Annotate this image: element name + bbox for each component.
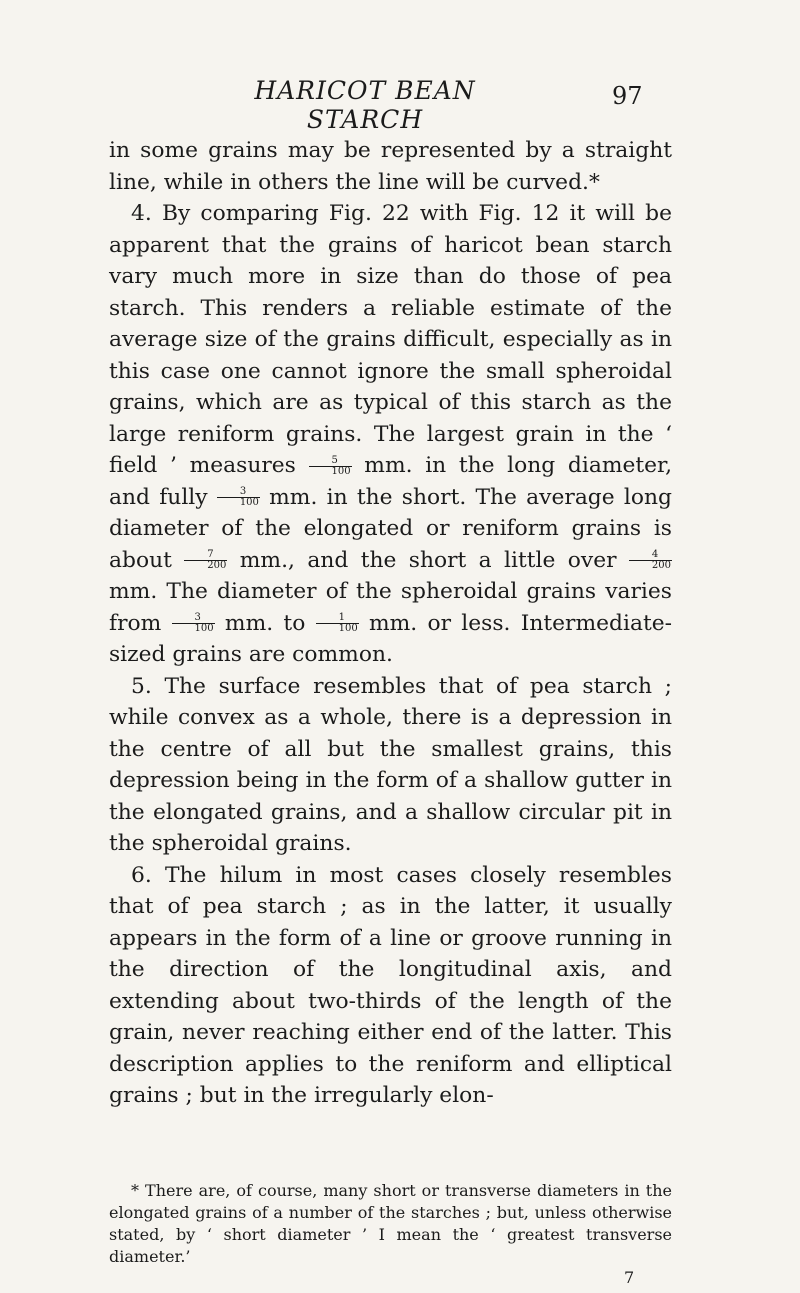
fraction [184, 550, 227, 571]
numerator: 5 [309, 456, 352, 467]
page-number: 97 [612, 82, 643, 110]
numerator: 3 [172, 613, 215, 624]
numerator: 3 [217, 487, 260, 498]
numerator: 7 [184, 550, 227, 561]
body-text [109, 135, 672, 1112]
paragraph-4 [109, 198, 672, 671]
denominator: 200 [651, 560, 671, 571]
text-run: mm. in the long diameter, and fully [109, 453, 673, 510]
denominator: 100 [194, 623, 214, 634]
text-run: mm. in the short. The average long diameter of the elongated or reniform grains is about [109, 484, 672, 573]
text-run: mm., and the short a little over [239, 547, 617, 573]
fraction [316, 613, 359, 634]
footnote: * There are, of course, many short or transverse diameters in the elongated grains of a number of the starches ; but, unless otherwise stated, by ‘ short diameter ’ I mean the ‘ greatest transverse diameter.’ [109, 1181, 672, 1266]
fraction [309, 456, 352, 477]
signature-mark: 7 [624, 1268, 635, 1287]
denominator: 200 [207, 560, 227, 571]
fraction [172, 613, 215, 634]
text-run: mm. or less. Intermediate-sized grains are common. [109, 610, 672, 667]
text-run: mm. The diameter of the spheroidal grains varies from [109, 579, 672, 636]
running-title: HARICOT BEAN STARCH [254, 76, 476, 134]
paragraph-continuation: in some grains may be represented by a straight line, while in others the line will be curved.* [109, 138, 672, 195]
paragraph-5: 5. The surface resembles that of pea starch ; while convex as a whole, there is a depression in the centre of all but the smallest grains, this depression being in the form of a shallow gutter in the elongated grains, and a shallow circular pit in the spheroidal grains. [109, 673, 672, 856]
fraction [217, 487, 260, 508]
text-run: 4. By comparing Fig. 22 with Fig. 12 it will be apparent that the grains of haricot bean starch vary much more in size than do those of pea starch. This renders a reliable estimate of the average size of the grains difficult, especially as in this case one cannot ignore the small spheroidal grains, which are as typical of this starch as the large reniform grains. The largest grain in the ‘ field ’ measures [109, 201, 672, 478]
numerator: 1 [316, 613, 359, 624]
denominator: 100 [338, 623, 358, 634]
paragraph-6: 6. The hilum in most cases closely resembles that of pea starch ; as in the latter, it usually appears in the form of a line or groove running in the direction of the longitudinal axis, and extending about two-thirds of the length of the grain, never reaching either end of the latter. This description applies to the reniform and elliptical grains ; but in the irregularly elon- [109, 862, 672, 1108]
denominator: 100 [331, 465, 351, 477]
fraction [629, 550, 672, 571]
text-run: mm. to [224, 610, 306, 636]
numerator: 4 [629, 550, 672, 561]
denominator: 100 [239, 497, 259, 508]
